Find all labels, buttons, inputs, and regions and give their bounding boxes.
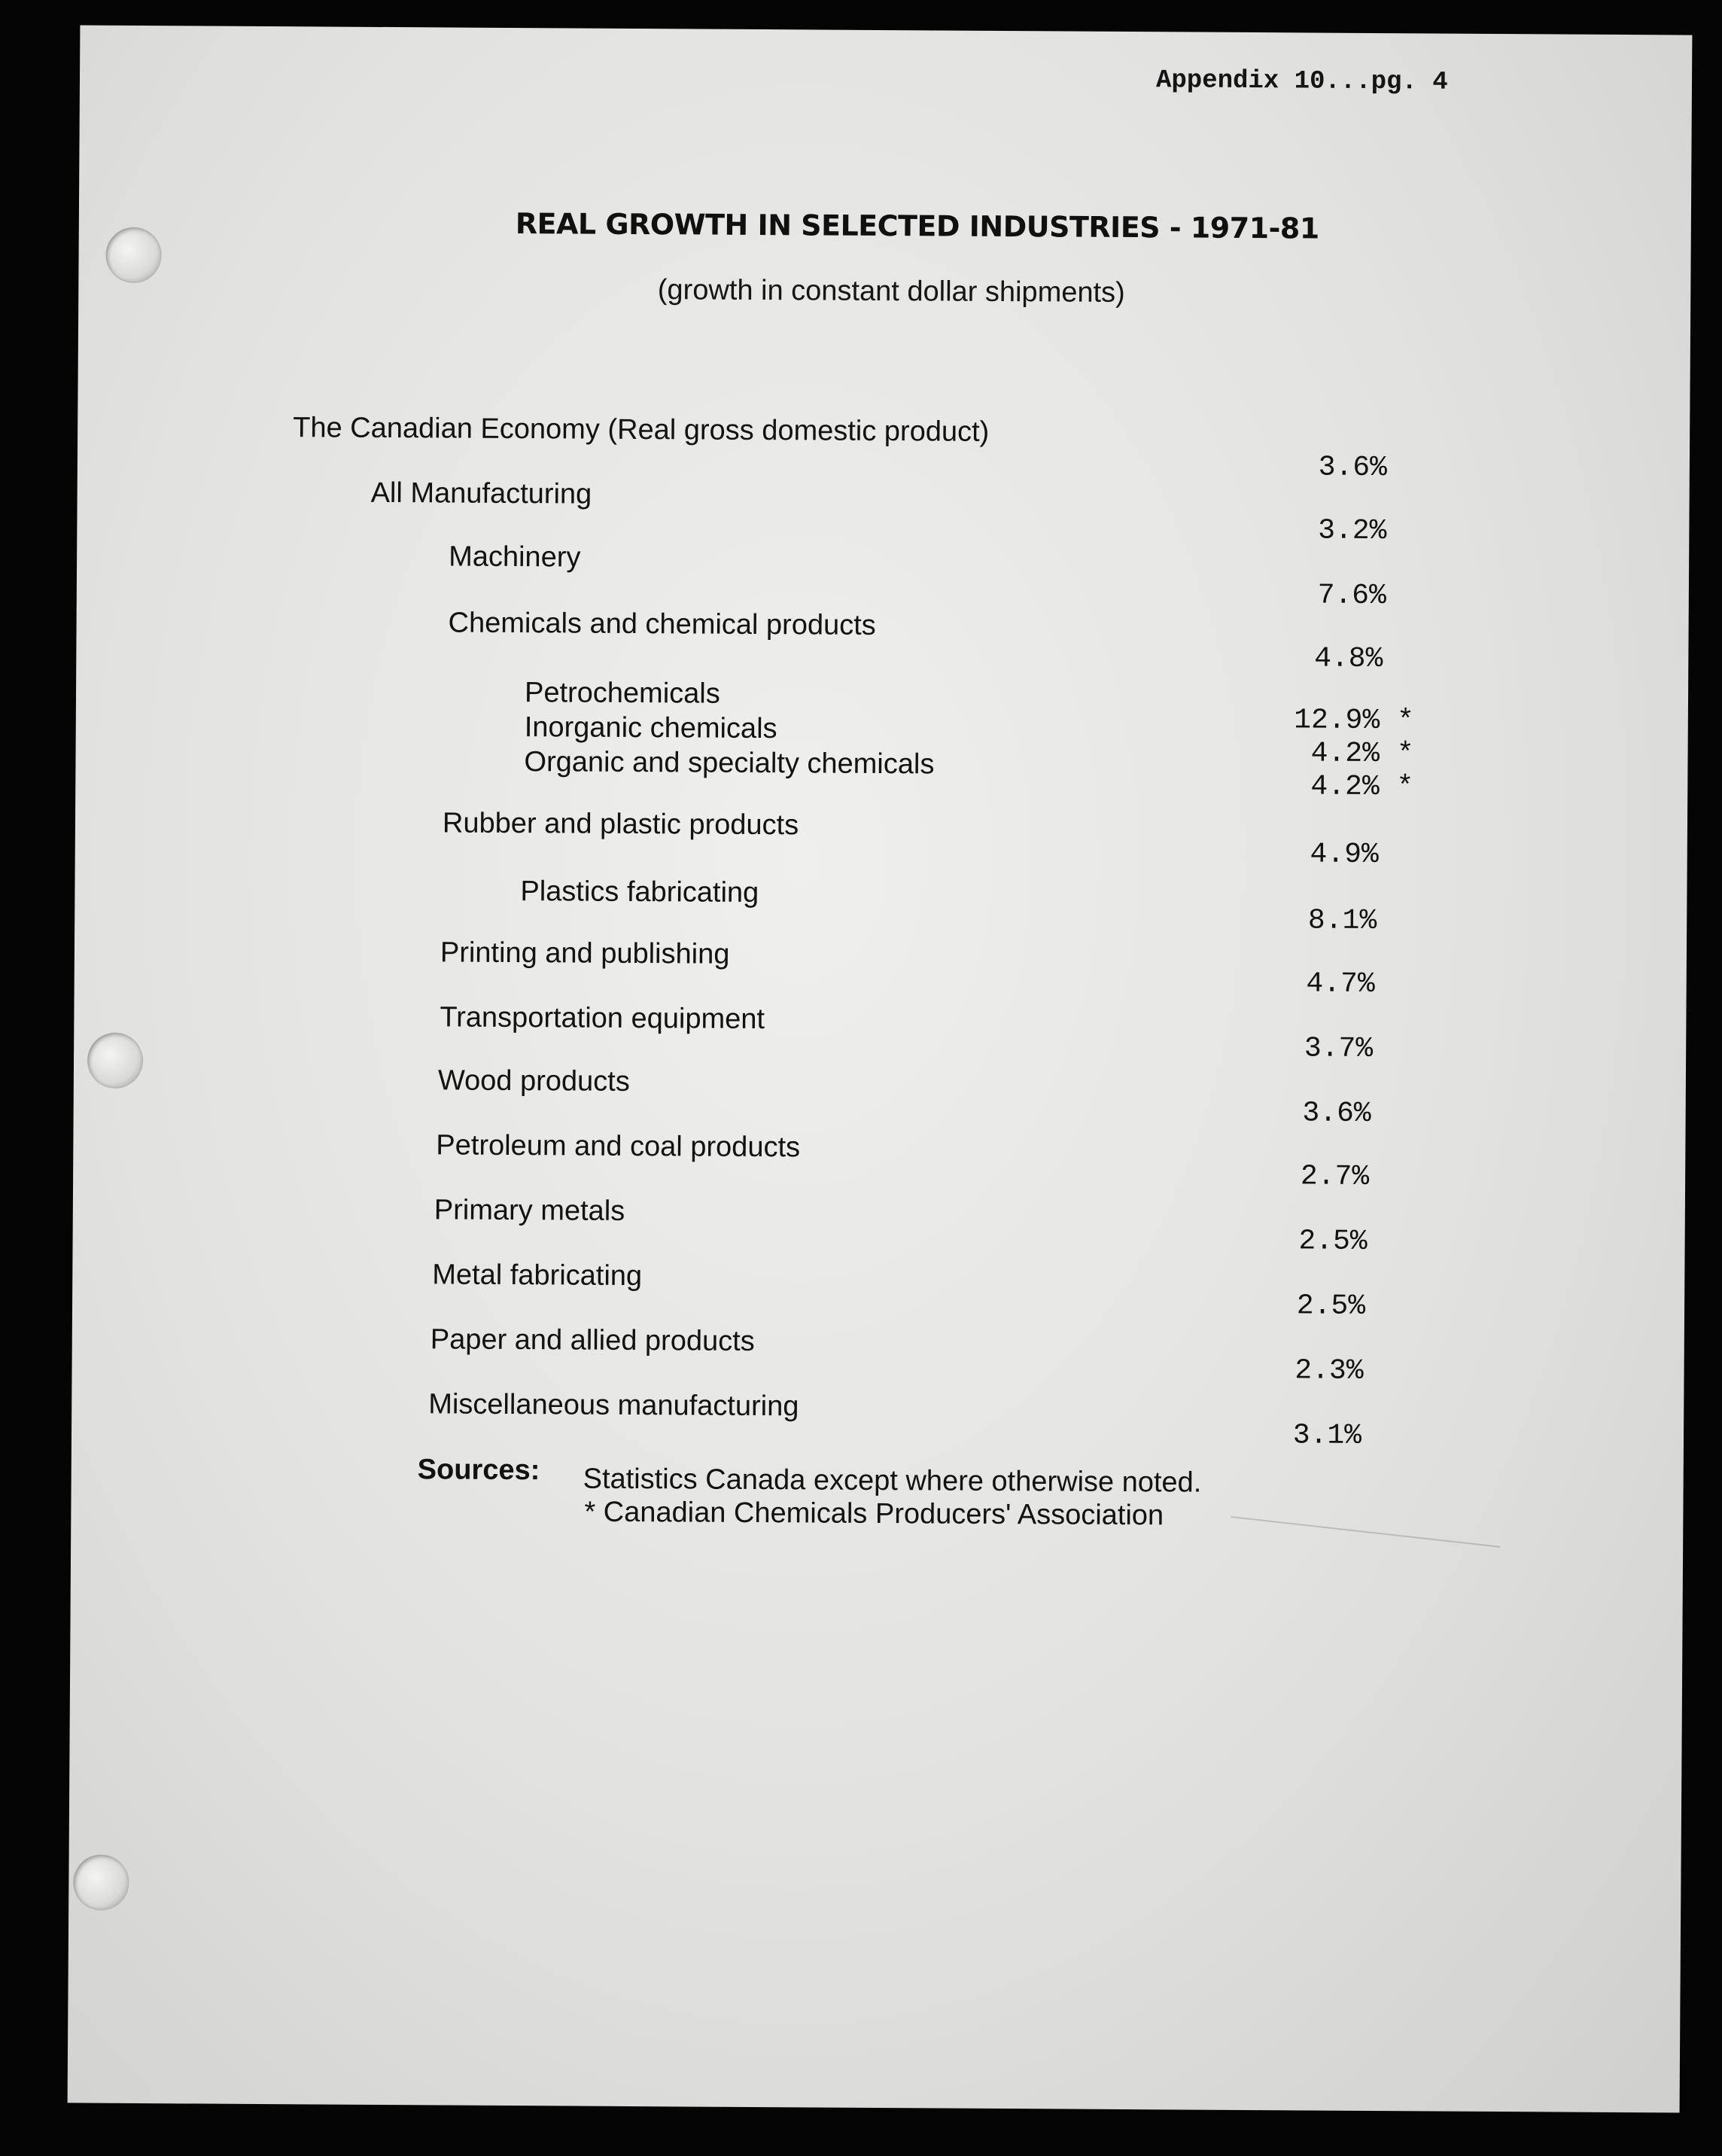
- page-subtitle: (growth in constant dollar shipments): [657, 274, 1125, 309]
- page-title: REAL GROWTH IN SELECTED INDUSTRIES - 1971-81: [515, 207, 1319, 245]
- row-value-petrochemicals: 12.9% *: [1294, 704, 1414, 738]
- punch-hole-bottom: [73, 1854, 129, 1910]
- row-value-canadian-economy: 3.6%: [1318, 451, 1388, 485]
- row-label-machinery: Machinery: [449, 541, 581, 574]
- paper-crease: [1231, 1516, 1500, 1548]
- row-label-all-manufacturing: All Manufacturing: [370, 477, 592, 510]
- row-label-metal-fabricating: Metal fabricating: [432, 1259, 643, 1293]
- row-value-chemicals: 4.8%: [1313, 642, 1383, 676]
- document-page: [68, 25, 1693, 2112]
- sources-label: Sources:: [417, 1454, 540, 1487]
- row-label-canadian-economy: The Canadian Economy (Real gross domestic product): [293, 412, 990, 448]
- row-label-transportation-equipment: Transportation equipment: [440, 1001, 765, 1036]
- row-value-transportation-equipment: 3.7%: [1304, 1032, 1374, 1066]
- row-label-plastics-fabricating: Plastics fabricating: [520, 875, 759, 909]
- row-value-metal-fabricating: 2.5%: [1296, 1290, 1366, 1323]
- row-value-printing-publishing: 4.7%: [1306, 967, 1375, 1001]
- punch-hole-top: [105, 227, 161, 283]
- row-value-machinery: 7.6%: [1317, 579, 1386, 613]
- row-label-petroleum-coal: Petroleum and coal products: [436, 1129, 801, 1164]
- row-value-petroleum-coal: 2.7%: [1300, 1160, 1370, 1193]
- row-label-paper-allied: Paper and allied products: [430, 1323, 755, 1357]
- page-reference: Appendix 10...pg. 4: [1155, 66, 1448, 97]
- row-label-wood-products: Wood products: [437, 1064, 630, 1098]
- row-label-petrochemicals: Petrochemicals: [524, 677, 720, 710]
- row-value-organic-specialty-chemicals: 4.2% *: [1310, 770, 1414, 804]
- row-value-rubber-plastic: 4.9%: [1310, 838, 1379, 872]
- row-label-printing-publishing: Printing and publishing: [440, 936, 730, 970]
- row-value-wood-products: 3.6%: [1302, 1097, 1371, 1130]
- row-label-organic-specialty-chemicals: Organic and specialty chemicals: [524, 746, 935, 781]
- row-label-miscellaneous-manufacturing: Miscellaneous manufacturing: [428, 1388, 799, 1423]
- row-label-rubber-plastic: Rubber and plastic products: [442, 807, 799, 842]
- row-label-chemicals: Chemicals and chemical products: [448, 607, 876, 641]
- row-value-plastics-fabricating: 8.1%: [1307, 904, 1377, 938]
- row-value-all-manufacturing: 3.2%: [1318, 514, 1387, 548]
- source-line-statistics-canada: Statistics Canada except where otherwise noted.: [583, 1463, 1202, 1499]
- row-label-primary-metals: Primary metals: [434, 1194, 625, 1227]
- row-label-inorganic-chemicals: Inorganic chemicals: [524, 711, 777, 745]
- source-line-ccpa: * Canadian Chemicals Producers' Association: [584, 1496, 1164, 1532]
- row-value-primary-metals: 2.5%: [1298, 1225, 1368, 1258]
- row-value-paper-allied: 2.3%: [1295, 1354, 1364, 1387]
- punch-hole-middle: [87, 1033, 143, 1089]
- row-value-inorganic-chemicals: 4.2% *: [1310, 737, 1414, 771]
- row-value-miscellaneous-manufacturing: 3.1%: [1292, 1419, 1362, 1452]
